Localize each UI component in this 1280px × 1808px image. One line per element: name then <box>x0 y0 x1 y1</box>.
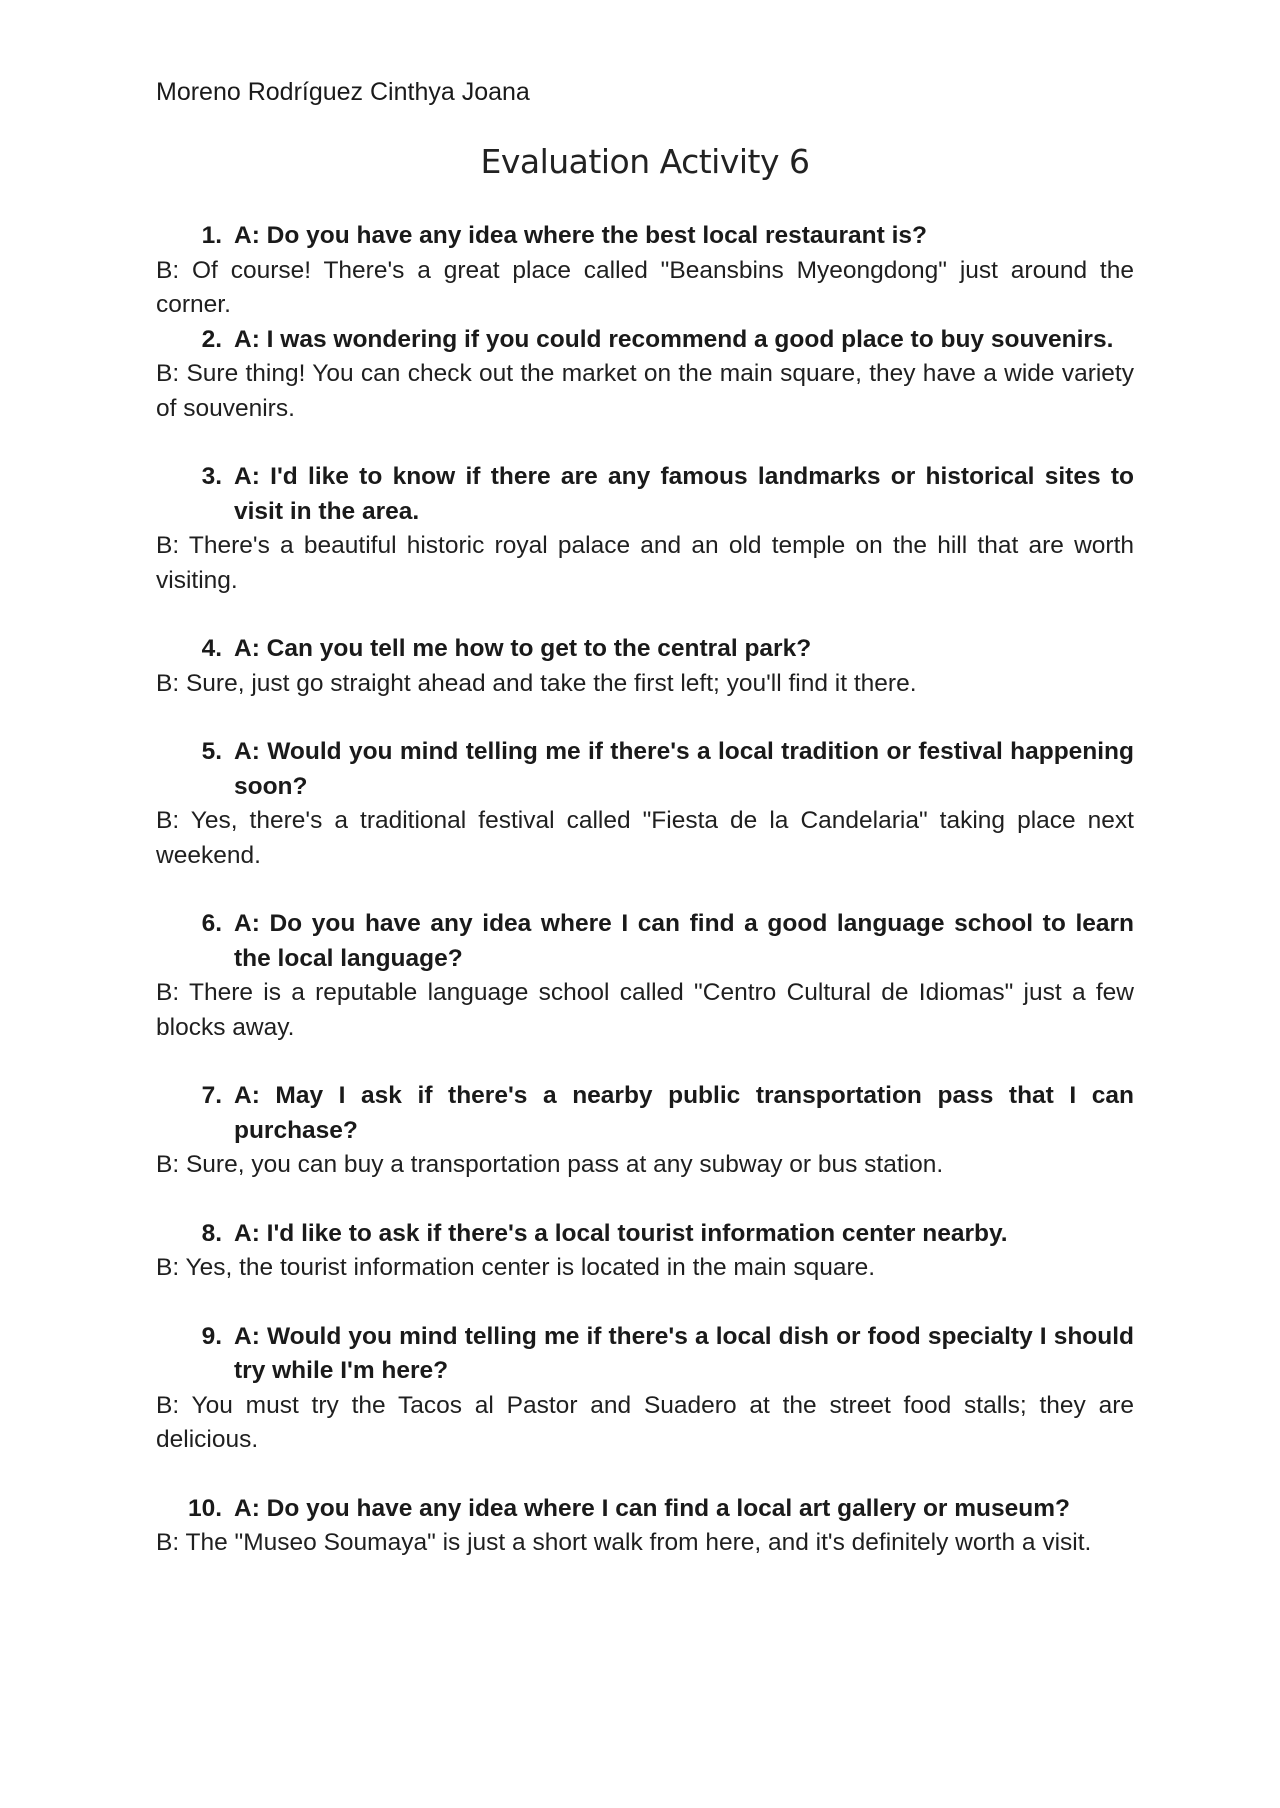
question-number: 10. <box>187 1494 222 1522</box>
answer-text: B: Yes, the tourist information center is located in the main square. <box>156 1254 876 1281</box>
question-text: A: Would you mind telling me if there's a local tradition or festival happening soon? <box>234 738 1134 800</box>
qa-item-5 <box>156 735 1134 873</box>
qa-item-9 <box>156 1320 1134 1458</box>
question <box>156 219 1134 254</box>
qa-item-10 <box>156 1492 1134 1561</box>
qa-item-3 <box>156 460 1134 598</box>
question-text: A: I'd like to know if there are any famous landmarks or historical sites to visit in the area. <box>234 463 1134 525</box>
document-page <box>156 75 1134 1561</box>
question-number: 2. <box>201 325 222 353</box>
question-text: A: Can you tell me how to get to the central park? <box>234 635 812 662</box>
question-number: 7. <box>201 1082 222 1109</box>
document-title: Evaluation Activity 6 <box>480 142 810 181</box>
question-text: A: Do you have any idea where I can find a good language school to learn the local language? <box>234 910 1134 972</box>
qa-item-6 <box>156 907 1134 1045</box>
author-name: Moreno Rodríguez Cinthya Joana <box>156 78 530 106</box>
question <box>156 1217 1134 1252</box>
question-text: A: I was wondering if you could recommend a good place to buy souvenirs. <box>234 325 1114 353</box>
answer-text: B: Sure, just go straight ahead and take the first left; you'll find it there. <box>156 669 917 697</box>
answer-text: B: Sure thing! You can check out the market on the main square, they have a wide variety of souvenirs. <box>156 360 1134 422</box>
question-number: 9. <box>201 1322 222 1350</box>
qa-item-8 <box>156 1217 1134 1286</box>
question-number: 1. <box>201 222 222 249</box>
question-number: 8. <box>201 1219 222 1247</box>
question-number: 3. <box>201 463 222 490</box>
question-text: A: Would you mind telling me if there's a local dish or food specialty I should try while I'm here? <box>234 1322 1134 1384</box>
answer-text: B: You must try the Tacos al Pastor and Suadero at the street food stalls; they are delicious. <box>156 1391 1134 1453</box>
question-text: A: May I ask if there's a nearby public transportation pass that I can purchase? <box>234 1082 1134 1144</box>
qa-item-7 <box>156 1079 1134 1183</box>
answer-text: B: The "Museo Soumaya" is just a short walk from here, and it's definitely worth a visit. <box>156 1529 1092 1556</box>
qa-list <box>156 219 1134 1561</box>
question-text: A: I'd like to ask if there's a local tourist information center nearby. <box>234 1219 1008 1247</box>
qa-item-1 <box>156 219 1134 323</box>
answer-text: B: Yes, there's a traditional festival called "Fiesta de la Candelaria" taking place next weekend. <box>156 807 1134 869</box>
question <box>156 1320 1134 1389</box>
answer-text: B: There's a beautiful historic royal palace and an old temple on the hill that are worth visiting. <box>156 532 1134 594</box>
question <box>156 460 1134 529</box>
question-number: 4. <box>201 635 222 662</box>
question <box>156 1079 1134 1148</box>
answer-text: B: There is a reputable language school called "Centro Cultural de Idiomas" just a few blocks away. <box>156 979 1134 1041</box>
qa-item-4 <box>156 632 1134 701</box>
question <box>156 1492 1134 1527</box>
question-text: A: Do you have any idea where I can find a local art gallery or museum? <box>234 1494 1070 1522</box>
question-number: 5. <box>201 738 222 765</box>
question <box>156 323 1134 358</box>
question <box>156 907 1134 976</box>
question-number: 6. <box>201 910 222 937</box>
question <box>156 735 1134 804</box>
question <box>156 632 1134 667</box>
question-text: A: Do you have any idea where the best local restaurant is? <box>234 222 928 249</box>
qa-item-2 <box>156 323 1134 427</box>
answer-text: B: Of course! There's a great place called "Beansbins Myeongdong" just around the corner. <box>156 256 1134 318</box>
answer-text: B: Sure, you can buy a transportation pass at any subway or bus station. <box>156 1151 944 1178</box>
